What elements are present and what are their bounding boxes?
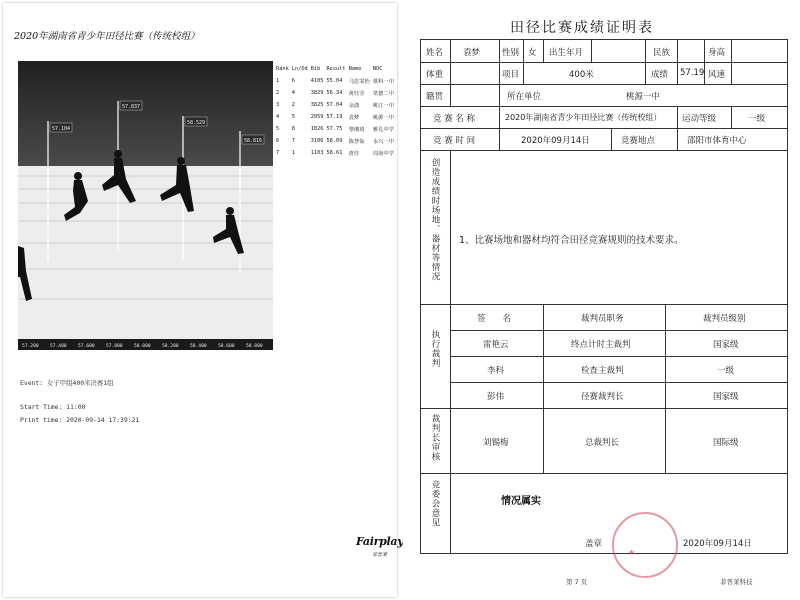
cell: 桃江一中: [372, 103, 395, 109]
table-row: [276, 75, 397, 87]
axis-tick: 58.800: [246, 344, 263, 349]
value-name: 袁梦: [463, 48, 481, 58]
photo-label: 58.816: [244, 138, 263, 144]
cell: 5: [291, 114, 295, 120]
cell: 55.04: [326, 78, 343, 84]
cell: 2059: [310, 114, 324, 120]
cell: 周南中学: [372, 151, 395, 157]
chief-duty: 总裁判长: [585, 438, 620, 448]
label-judges: 执行裁判: [430, 330, 440, 368]
results-table: [276, 62, 397, 159]
table-row: [276, 99, 397, 111]
photo-finish-graphic: [18, 61, 273, 350]
judge-grade: 国家级: [713, 340, 739, 350]
table-row: [276, 135, 397, 147]
axis-tick: 57.200: [22, 344, 39, 349]
cell: 4105: [310, 78, 324, 84]
cell: 7: [276, 150, 280, 156]
certificate-title: 田径比赛成绩证明表: [510, 20, 654, 36]
cell: 58.09: [326, 138, 343, 144]
cell: 2: [276, 90, 280, 96]
cell: 58.61: [326, 150, 343, 156]
axis-tick: 57.600: [78, 344, 95, 349]
cell: 4: [291, 90, 295, 96]
label-height: 身高: [708, 48, 726, 58]
photo-finish-image: [18, 61, 273, 350]
axis-tick: 58.200: [162, 344, 179, 349]
seal-mark: ★: [628, 548, 636, 557]
axis-tick: 58.000: [134, 344, 151, 349]
col-sign: 签 名: [477, 314, 512, 324]
label-ethnicity: 民族: [653, 48, 671, 58]
cell: 余潇: [348, 103, 360, 109]
col-header: Ln/Od: [291, 65, 308, 72]
cell: 6: [276, 138, 280, 144]
cell: 57.75: [326, 126, 343, 132]
cell: 3: [276, 102, 280, 108]
cell: 永兴一中: [372, 139, 395, 145]
cell: 4: [276, 114, 280, 120]
judge-duty: 径赛裁判长: [581, 392, 624, 402]
logo-word: Fairplay: [356, 535, 404, 548]
value-result: 57.19: [680, 68, 705, 78]
official-seal: [612, 512, 678, 578]
cell: 57.19: [326, 114, 343, 120]
cell: 3106: [310, 138, 324, 144]
label-name: 姓名: [426, 48, 444, 58]
logo-sub: 菲普莱: [372, 552, 388, 558]
judge-duty: 终点计时主裁判: [571, 340, 631, 350]
cell: 5: [276, 126, 280, 132]
label-native: 籍贯: [426, 92, 444, 102]
cell: 蔡科一中: [372, 79, 395, 85]
label-weight: 体重: [426, 70, 444, 80]
chief-grade: 国际级: [713, 438, 739, 448]
cell: 1: [291, 150, 295, 156]
results-title: 2020年湖南省青少年田径比赛（传统校组）: [14, 31, 200, 42]
cell: 桃源一中: [372, 115, 395, 121]
cell: 2: [291, 102, 295, 108]
committee-opinion: 情况属实: [501, 496, 541, 507]
cell: 7: [291, 138, 295, 144]
value-conditions: 1、比赛场地和器材均符合田径竞赛规则的技术要求。: [459, 235, 684, 246]
table-row: [276, 123, 397, 135]
seal-date: 2020年09月14日: [683, 539, 752, 549]
results-header-row: [276, 62, 397, 75]
print-time: Print time: 2020-09-14 17:39:21: [20, 416, 140, 424]
label-level: 运动等级: [682, 114, 717, 124]
value-venue: 邵阳市体育中心: [687, 136, 747, 146]
label-wind: 风速: [708, 70, 726, 80]
chief-name: 刘锡梅: [483, 438, 509, 448]
table-row: [276, 111, 397, 123]
page-number: 第 7 页: [566, 578, 588, 586]
label-event: 项目: [502, 70, 520, 80]
axis-tick: 57.800: [106, 344, 123, 349]
col-header: Name: [348, 65, 362, 72]
col-duty: 裁判员职务: [581, 314, 624, 324]
fairplay-logo: [356, 530, 403, 558]
axis-tick: 58.400: [190, 344, 207, 349]
judge-name: 雷艳云: [483, 340, 509, 350]
cell: 57.04: [326, 102, 343, 108]
cell: 黎湘琦: [348, 127, 365, 133]
axis-tick: 57.400: [50, 344, 67, 349]
label-seal: 盖章: [585, 539, 603, 549]
value-comp-name: 2020年湖南省青少年田径比赛（传统校组）: [505, 113, 662, 122]
certificate-table: [420, 39, 788, 554]
label-result: 成绩: [651, 70, 669, 80]
cell: 6: [291, 78, 295, 84]
label-comp-name: 竞 赛 名 称: [433, 114, 476, 124]
cell: 唐佳: [348, 151, 360, 157]
col-header: Result: [326, 65, 346, 72]
col-grade: 裁判员级别: [703, 314, 746, 324]
footer-brand: 菲普莱科技: [720, 578, 753, 586]
label-unit: 所在单位: [507, 92, 542, 102]
start-time: Start Time: 11:00: [20, 403, 86, 411]
col-header: NOC: [372, 65, 383, 72]
label-gender: 性别: [502, 48, 520, 58]
value-level: 一级: [748, 114, 766, 124]
judge-name: 李科: [487, 366, 505, 376]
col-header: Rank: [276, 65, 289, 72]
cell: 1026: [310, 126, 324, 132]
cell: 8: [291, 126, 295, 132]
cell: 1: [276, 78, 280, 84]
col-header: Bib: [310, 65, 321, 72]
table-row: [276, 147, 397, 159]
cell: 黄钰莹: [348, 91, 365, 97]
axis-tick: 58.600: [218, 344, 235, 349]
label-birth: 出生年月: [549, 48, 584, 58]
label-committee: 竞委会意见: [430, 480, 440, 528]
value-comp-time: 2020年09月14日: [521, 136, 590, 146]
photo-label: 57.104: [52, 126, 71, 132]
label-chief: 裁判长审核: [430, 414, 440, 462]
label-venue: 竞赛地点: [621, 136, 656, 146]
table-row: [276, 87, 397, 99]
label-conditions: 创造成绩时场地、器材等情况: [430, 158, 440, 282]
value-gender: 女: [528, 48, 537, 58]
value-event: 400米: [569, 70, 594, 80]
judge-grade: 一级: [717, 366, 735, 376]
judge-name: 彭伟: [487, 392, 505, 402]
judge-grade: 国家级: [713, 392, 739, 402]
event-line: Event: 女子甲组400米决赛1组: [20, 379, 114, 387]
value-unit: 桃源一中: [626, 92, 661, 102]
label-comp-time: 竞 赛 时 间: [433, 136, 476, 146]
judge-duty: 检查主裁判: [581, 366, 624, 376]
cell: 雅礼中学: [372, 127, 395, 133]
cell: 马思霏怡: [348, 79, 370, 85]
cell: 56.34: [326, 90, 343, 96]
cell: 常德二中: [372, 91, 395, 97]
cell: 3829: [310, 90, 324, 96]
cell: 袁梦: [348, 115, 360, 121]
photo-label: 58.529: [187, 120, 206, 126]
photo-label: 57.837: [122, 104, 141, 110]
cell: 1103: [310, 150, 324, 156]
cell: 3825: [310, 102, 324, 108]
cell: 陈慧仙: [348, 139, 365, 145]
